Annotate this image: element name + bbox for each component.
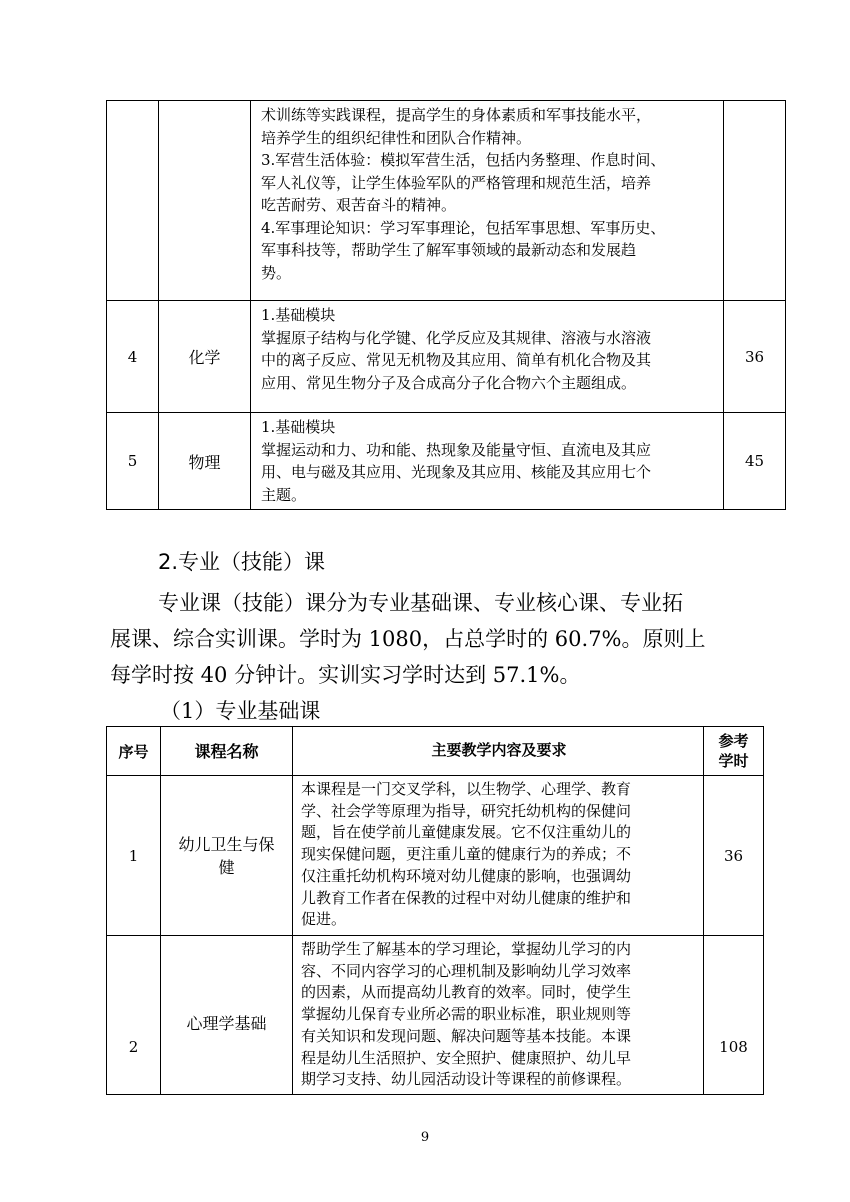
header-hours [704, 727, 764, 776]
page-number: 9 [420, 1130, 430, 1145]
course-name-line: 心理学基础 [186, 1014, 267, 1033]
paragraph-line: 专业课（技能）课分为专业基础课、专业核心课、专业拓 [158, 591, 683, 615]
row-index: 2 [107, 936, 161, 1095]
course-hours: 108 [704, 936, 764, 1095]
content-line: 学、社会学等原理为指导，研究托幼机构的保健问 [301, 801, 632, 820]
header-hours-line: 参考 [718, 732, 749, 750]
content-line: 容、不同内容学习的心理机制及影响幼儿学习效率 [301, 961, 632, 980]
course-table-continued [106, 100, 786, 510]
content-line: 1.基础模块 [261, 306, 336, 324]
table-header-row [107, 727, 764, 776]
course-table [106, 726, 764, 1095]
row-index: 5 [107, 413, 159, 510]
content-line: 吃苦耐劳、艰苦奋斗的精神。 [261, 196, 457, 214]
course-name [159, 101, 251, 301]
content-line: 培养学生的组织纪律性和团队合作精神。 [261, 128, 532, 147]
content-line: 势。 [261, 263, 292, 282]
course-name [161, 776, 293, 936]
header-content: 主要教学内容及要求 [293, 727, 704, 776]
header-index: 序号 [107, 727, 161, 776]
course-content [251, 413, 724, 510]
table-row [107, 776, 764, 936]
content-line: 应用、常见生物分子及合成高分子化合物六个主题组成。 [261, 373, 637, 392]
course-hours [724, 101, 786, 301]
section-heading: 2.专业（技能）课 [158, 550, 326, 574]
subsection-heading: （1）专业基础课 [160, 699, 321, 723]
content-line: 题，旨在使学前儿童健康发展。它不仅注重幼儿的 [301, 823, 632, 842]
course-name-line: 幼儿卫生与保 [178, 834, 275, 854]
section-paragraph [110, 585, 750, 693]
table-row [107, 413, 786, 510]
content-line: 3.军营生活体验：模拟军营生活，包括内务整理、作息时间、 [261, 151, 666, 169]
paragraph-line: 每学时按 40 分钟计。实训实习学时达到 57.1%。 [110, 663, 581, 687]
course-content [293, 776, 704, 936]
content-line: 军事科技等，帮助学生了解军事领域的最新动态和发展趋 [261, 241, 637, 259]
content-line: 用、电与磁及其应用、光现象及其应用、核能及其应用七个 [261, 463, 652, 481]
row-index: 4 [107, 301, 159, 413]
content-line: 程是幼儿生活照护、安全照护、健康照护、幼儿早 [301, 1048, 632, 1067]
content-line: 掌握原子结构与化学键、化学反应及其规律、溶液与水溶液 [261, 328, 652, 347]
content-line: 术训练等实践课程，提高学生的身体素质和军事技能水平， [261, 106, 652, 124]
content-line: 掌握运动和力、功和能、热现象及能量守恒、直流电及其应 [261, 440, 652, 459]
content-line: 1.基础模块 [261, 418, 336, 436]
content-line: 军人礼仪等，让学生体验军队的严格管理和规范生活，培养 [261, 173, 652, 192]
content-line: 主题。 [261, 485, 307, 504]
table-row [107, 301, 786, 413]
content-line: 中的离子反应、常见无机物及其应用、简单有机化合物及其 [261, 351, 652, 369]
content-line: 有关知识和发现问题、解决问题等基本技能。本课 [301, 1026, 632, 1045]
content-line: 本课程是一门交叉学科，以生物学、心理学、教育 [301, 780, 632, 798]
content-line: 期学习支持、幼儿园活动设计等课程的前修课程。 [301, 1070, 632, 1089]
course-content [251, 101, 724, 301]
paragraph-line: 展课、综合实训课。学时为 1080，占总学时的 60.7%。原则上 [110, 627, 706, 651]
content-line: 儿教育工作者在保教的过程中对幼儿健康的维护和 [301, 888, 632, 907]
table-row [107, 101, 786, 301]
course-hours: 36 [724, 301, 786, 413]
header-course-name: 课程名称 [161, 727, 293, 776]
table-row [107, 936, 764, 1095]
course-name-line: 健 [218, 857, 235, 877]
content-line: 的因素，从而提高幼儿教育的效率。同时，使学生 [301, 983, 632, 1002]
header-hours-line: 学时 [718, 752, 749, 770]
row-index [107, 101, 159, 301]
course-content [251, 301, 724, 413]
course-hours: 36 [704, 776, 764, 936]
course-content [293, 936, 704, 1095]
course-hours: 45 [724, 413, 786, 510]
course-name: 物理 [159, 413, 251, 510]
content-line: 4.军事理论知识：学习军事理论，包括军事思想、军事历史、 [261, 218, 666, 237]
content-line: 掌握幼儿保育专业所必需的职业标准，职业规则等 [301, 1005, 632, 1024]
course-name: 化学 [159, 301, 251, 413]
content-line: 帮助学生了解基本的学习理论，掌握幼儿学习的内 [301, 940, 632, 958]
content-line: 促进。 [301, 910, 347, 929]
content-line: 仅注重托幼机构环境对幼儿健康的影响，也强调幼 [301, 866, 632, 885]
course-name [161, 936, 293, 1095]
row-index: 1 [107, 776, 161, 936]
content-line: 现实保健问题，更注重儿童的健康行为的养成；不 [301, 845, 632, 864]
